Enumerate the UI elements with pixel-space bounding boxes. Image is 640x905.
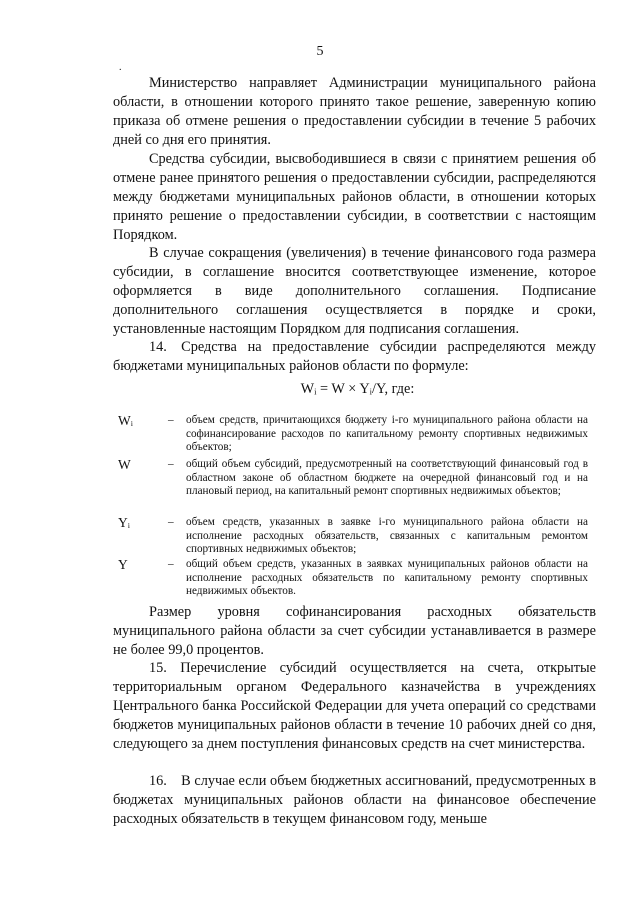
paragraph-subsidy-change: В случае сокращения (увеличения) в течение финансового года размера субсидии, в соглашение вносится соответствующее изменение, которое оформляется в виде дополнительного соглашения. Подписание дополнительного соглашения осуществляется в порядке и сроки, установленные настоящим Порядком для подписания соглашения. <box>113 245 596 337</box>
paragraph-14: 14. Средства на предоставление субсидии распределяются между бюджетами муниципальных районов области по формуле: <box>113 339 596 374</box>
definition-dash: – <box>168 458 174 470</box>
definition-dash: – <box>168 516 174 528</box>
definition-text: объем средств, указанных в заявке i-го муниципального района области на исполнение расходных обязательств, связанных с капитальным ремонтом спортивных недвижимых объектов; <box>186 516 588 555</box>
definition-symbol: W <box>118 457 131 472</box>
paragraph-ministry-notice: Министерство направляет Администрации муниципального района области, в отношении которого принято такое решение, заверенную копию приказа об отмене решения о предоставлении субсидии в течение 5 рабочих дней со дня его принятия. <box>113 75 596 148</box>
margin-mark: . <box>119 62 122 73</box>
definition-symbol: Wᵢ <box>118 413 133 428</box>
paragraph-15: 15. Перечисление субсидий осуществляется на счета, открытые территориальным органом Федерального казначейства в учреждениях Центрального банка Российской Федерации для учета операций со средствами бюджетов муниципальных районов области в течение 10 рабочих дней со дня, следующего за днем поступления финансовых средств на счет министерства. <box>113 660 596 752</box>
definition-dash: – <box>168 558 174 570</box>
distribution-formula: Wᵢ = W × Yᵢ/Y, где: <box>300 381 415 397</box>
definition-text: объем средств, причитающихся бюджету i-го муниципального района области на софинансирование расходов по капитальному ремонту спортивных недвижимых объектов; <box>186 414 588 453</box>
paragraph-freed-funds: Средства субсидии, высвободившиеся в связи с принятием решения об отмене ранее принятого решения о предоставлении субсидии, распределяются между бюджетами муниципальных районов области, в отношении которых принято решение о предоставлении субсидии, в соответствии с настоящим Порядком. <box>113 151 596 243</box>
definition-symbol: Y <box>118 557 128 572</box>
definition-text: общий объем субсидий, предусмотренный на соответствующий финансовый год в областном законе об областном бюджете на очередной финансовый год и на плановый период, на капитальный ремонт спортивных недвижимых объектов; <box>186 458 588 497</box>
paragraph-16: 16. В случае если объем бюджетных ассигнований, предусмотренных в бюджетах муниципальных районов области на финансовое обеспечение расходных обязательств в текущем финансовом году, меньше <box>113 773 596 827</box>
definition-text: общий объем средств, указанных в заявках муниципальных районов области на исполнение расходных обязательств по капитальному ремонту спортивных недвижимых объектов. <box>186 558 588 597</box>
definition-symbol: Yᵢ <box>118 515 130 530</box>
paragraph-cofinancing-level: Размер уровня софинансирования расходных обязательств муниципального района области за счет субсидии устанавливается в размере не более 99,0 процентов. <box>113 604 596 658</box>
definition-dash: – <box>168 414 174 426</box>
page-number: 5 <box>316 44 324 59</box>
